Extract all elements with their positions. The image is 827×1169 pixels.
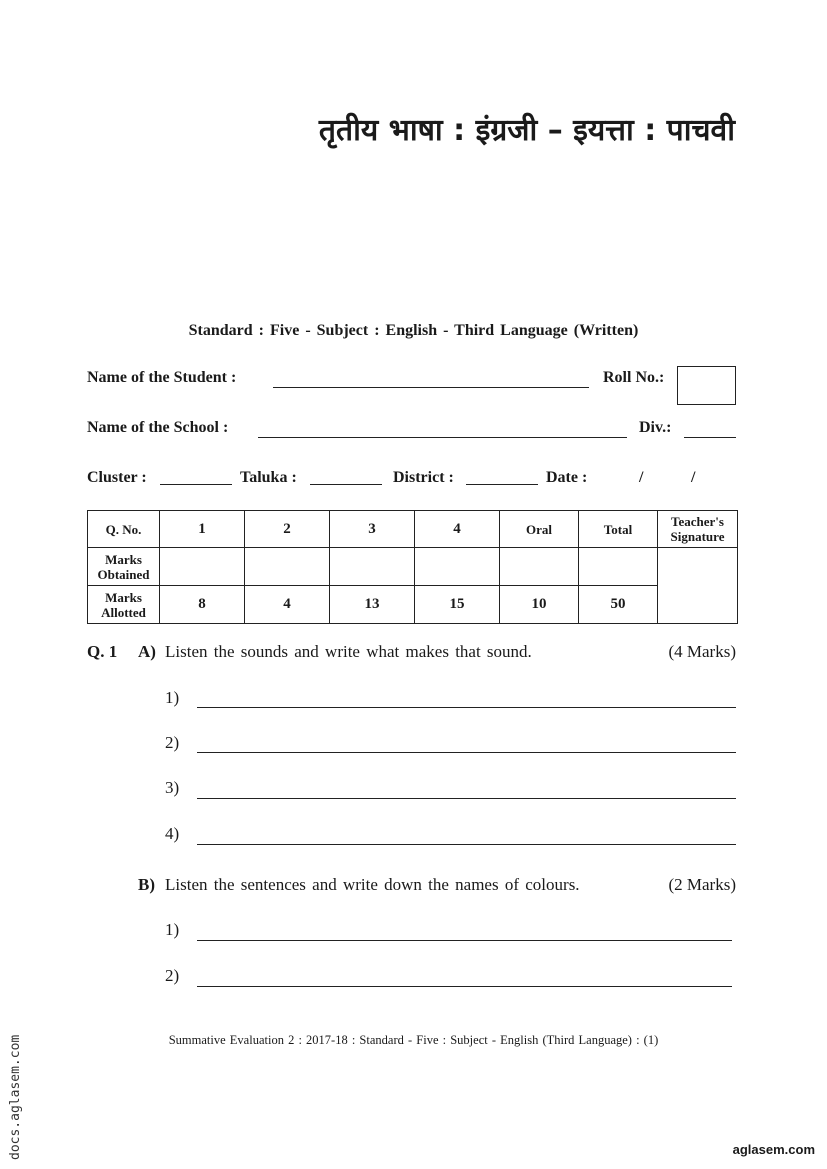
part-b-marks: (2 Marks) (668, 875, 736, 894)
taluka-label: Taluka : (240, 469, 297, 486)
cluster-label: Cluster : (87, 469, 147, 486)
district-field[interactable] (466, 466, 538, 485)
taluka-field[interactable] (310, 466, 382, 485)
answer-number: 1) (165, 688, 180, 707)
cluster-field[interactable] (160, 466, 232, 485)
allotted-cell: 8 (160, 586, 245, 624)
allotted-cell: 10 (500, 586, 579, 624)
answer-number: 3) (165, 778, 180, 797)
date-separator: / (639, 469, 644, 486)
obtained-cell[interactable] (160, 548, 245, 586)
answer-line[interactable] (197, 706, 736, 708)
header-q4: 4 (415, 511, 500, 548)
answer-number: 4) (165, 824, 180, 843)
standard-subject-line: Standard : Five - Subject : English - Third Language (Written) (188, 322, 639, 339)
school-name-field[interactable] (258, 419, 627, 438)
side-url-text: docs.aglasem.com (8, 1034, 23, 1160)
date-label: Date : (546, 469, 588, 486)
student-name-field[interactable] (273, 369, 589, 388)
marks-table (87, 510, 738, 624)
page-title-hindi: तृतीय भाषा : इंग्रजी – इयत्ता : पाचवी (318, 113, 735, 148)
header-teacher-signature: Teacher's Signature (658, 511, 738, 548)
part-a-marks: (4 Marks) (668, 642, 736, 661)
answer-line[interactable] (197, 939, 732, 941)
marks-obtained-label: Marks Obtained (88, 548, 160, 586)
school-name-label: Name of the School : (87, 419, 229, 436)
header-oral: Oral (500, 511, 579, 548)
answer-line[interactable] (197, 843, 736, 845)
obtained-cell[interactable] (330, 548, 415, 586)
roll-no-box[interactable] (677, 366, 736, 405)
allotted-cell: 13 (330, 586, 415, 624)
header-q1: 1 (160, 511, 245, 548)
allotted-cell: 4 (245, 586, 330, 624)
part-a-instruction: Listen the sounds and write what makes that sound. (165, 642, 532, 661)
teacher-signature-cell[interactable] (658, 548, 738, 624)
answer-number: 2) (165, 733, 180, 752)
div-field[interactable] (684, 419, 736, 438)
answer-number: 1) (165, 920, 180, 939)
part-a-label: A) (138, 642, 156, 661)
answer-line[interactable] (197, 797, 736, 799)
answer-number: 2) (165, 966, 180, 985)
header-q3: 3 (330, 511, 415, 548)
roll-no-label: Roll No.: (603, 369, 665, 386)
answer-line[interactable] (197, 985, 732, 987)
date-separator: / (691, 469, 696, 486)
header-qno: Q. No. (88, 511, 160, 548)
part-b-label: B) (138, 875, 155, 894)
header-total: Total (579, 511, 658, 548)
obtained-cell[interactable] (579, 548, 658, 586)
header-q2: 2 (245, 511, 330, 548)
obtained-cell[interactable] (415, 548, 500, 586)
div-label: Div.: (639, 419, 672, 436)
allotted-cell: 50 (579, 586, 658, 624)
question-number: Q. 1 (87, 642, 118, 661)
obtained-cell[interactable] (245, 548, 330, 586)
district-label: District : (393, 469, 454, 486)
obtained-cell[interactable] (500, 548, 579, 586)
answer-line[interactable] (197, 751, 736, 753)
allotted-cell: 15 (415, 586, 500, 624)
page-footer: Summative Evaluation 2 : 2017-18 : Standard - Five : Subject - English (Third Language) : (1) (168, 1033, 659, 1047)
part-b-instruction: Listen the sentences and write down the names of colours. (165, 875, 580, 894)
marks-allotted-label: Marks Allotted (88, 586, 160, 624)
student-name-label: Name of the Student : (87, 369, 237, 386)
watermark: aglasem.com (732, 1142, 815, 1157)
